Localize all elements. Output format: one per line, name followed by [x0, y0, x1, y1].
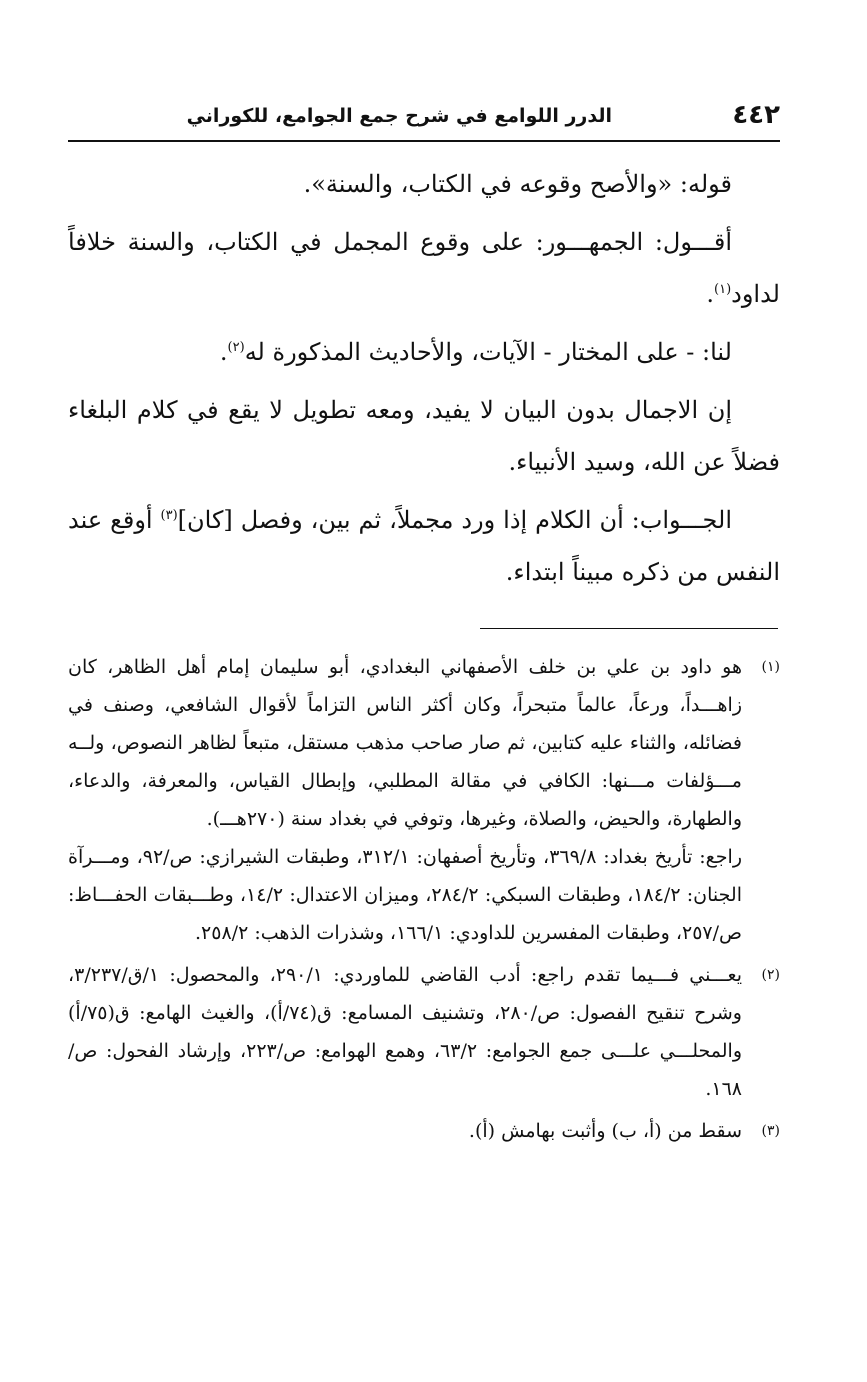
- footnote-text: راجع: تأريخ بغداد: ٣٦٩/٨، وتأريخ أصفهان: ٣١٢/١، وطبقات الشيرازي: ص/٩٢، ومـــرآة الجنان: ١٨٤/٢، وطبقات السبكي: ٢٨٤/٢، وميزان الاعتدال: ١٤/٢، وطـــبقات الحفـــاظ: ص/٢٥٧، وطبقات المفسرين للداودي: ١٦٦/١، وشذرات الذهب: ٢٥٨/٢.: [68, 846, 742, 944]
- footnote-ref-2[interactable]: (٢): [227, 340, 245, 355]
- paragraph-evidence-text: لنا: - على المختار - الآيات، والأحاديث المذكورة له: [244, 338, 732, 366]
- footnote-divider: [480, 628, 778, 629]
- paragraph-answer-text-a: الجـــواب: أن الكلام إذا ورد مجملاً، ثم بين، وفصل [كان]: [177, 506, 732, 534]
- paragraph-quote: [68, 158, 780, 210]
- footnote-ref-3[interactable]: (٣): [160, 508, 178, 523]
- footnote-marker: (٢): [761, 967, 780, 983]
- footnote-text: هو داود بن علي بن خلف الأصفهاني البغدادي، أبو سليمان إمام أهل الظاهر، كان زاهـــداً، ورعاً، عالماً متبحراً، وكان أكثر الناس التزاماً لأقوال الشافعي، وصنف في فضائله، والثناء عليه كتابين، ثم صار صاحب مذهب مستقل، متبعاً لظاهر النصوص، ولــه مـــؤلفات مـــنها: الكافي في مقالة المطلبي، وإبطال القياس، والمعرفة، والدعاء، والطهارة، والحيض، والصلاة، وغيرها، وتوفي في بغداد سنة (٢٧٠هـــ).: [68, 656, 742, 830]
- footnote-2: [68, 956, 780, 1108]
- paragraph-objection-text: إن الاجمال بدون البيان لا يفيد، ومعه تطويل لا يقع في كلام البلغاء فضلاً عن الله، وسيد الأنبياء.: [68, 396, 780, 476]
- running-title: الدرر اللوامع في شرح جمع الجوامع، للكوراني: [186, 105, 612, 127]
- paragraph-evidence-end: .: [219, 338, 228, 366]
- paragraph-answer-text-b: أوقع عند النفس من ذكره مبيناً ابتداء.: [68, 506, 780, 586]
- paragraph-majority-view-text: أقـــول: الجمهـــور: على وقوع المجمل في الكتاب، والسنة خلافاً لداود: [68, 228, 780, 308]
- paragraph-quote-text: قوله: «والأصح وقوعه في الكتاب، والسنة».: [303, 170, 732, 198]
- paragraph-evidence: [68, 326, 780, 378]
- footnote-marker: (١): [761, 659, 780, 675]
- page-number: ٤٤٢: [732, 100, 780, 130]
- paragraph-majority-view-end: .: [706, 280, 714, 308]
- paragraph-answer: [68, 494, 780, 598]
- main-text: [68, 158, 780, 604]
- paragraph-majority-view: [68, 216, 780, 320]
- footnote-text: يعـــني فـــيما تقدم راجع: أدب القاضي للماوردي: ٢٩٠/١، والمحصول: ١/ق/٣/٢٣٧، وشرح تنقيح الفصول: ص/٢٨٠، وتشنيف المسامع: ق(٧٤/أ)، والغيث الهامع: ق(٧٥/أ) والمحلـــي علـــى جمع الجوامع: ٦٣/٢، وهمع الهوامع: ص/٢٢٣، وإرشاد الفحول: ص/١٦٨.: [68, 964, 743, 1100]
- footnote-1: [68, 648, 780, 952]
- footnote-ref-1[interactable]: (١): [714, 282, 732, 297]
- footnote-3: [68, 1112, 780, 1150]
- running-header: [68, 96, 780, 142]
- footnote-marker: (٣): [761, 1123, 780, 1139]
- footnote-text: سقط من (أ، ب) وأثبت بهامش (أ).: [468, 1120, 742, 1142]
- paragraph-objection: [68, 384, 780, 488]
- footnotes: [68, 648, 780, 1154]
